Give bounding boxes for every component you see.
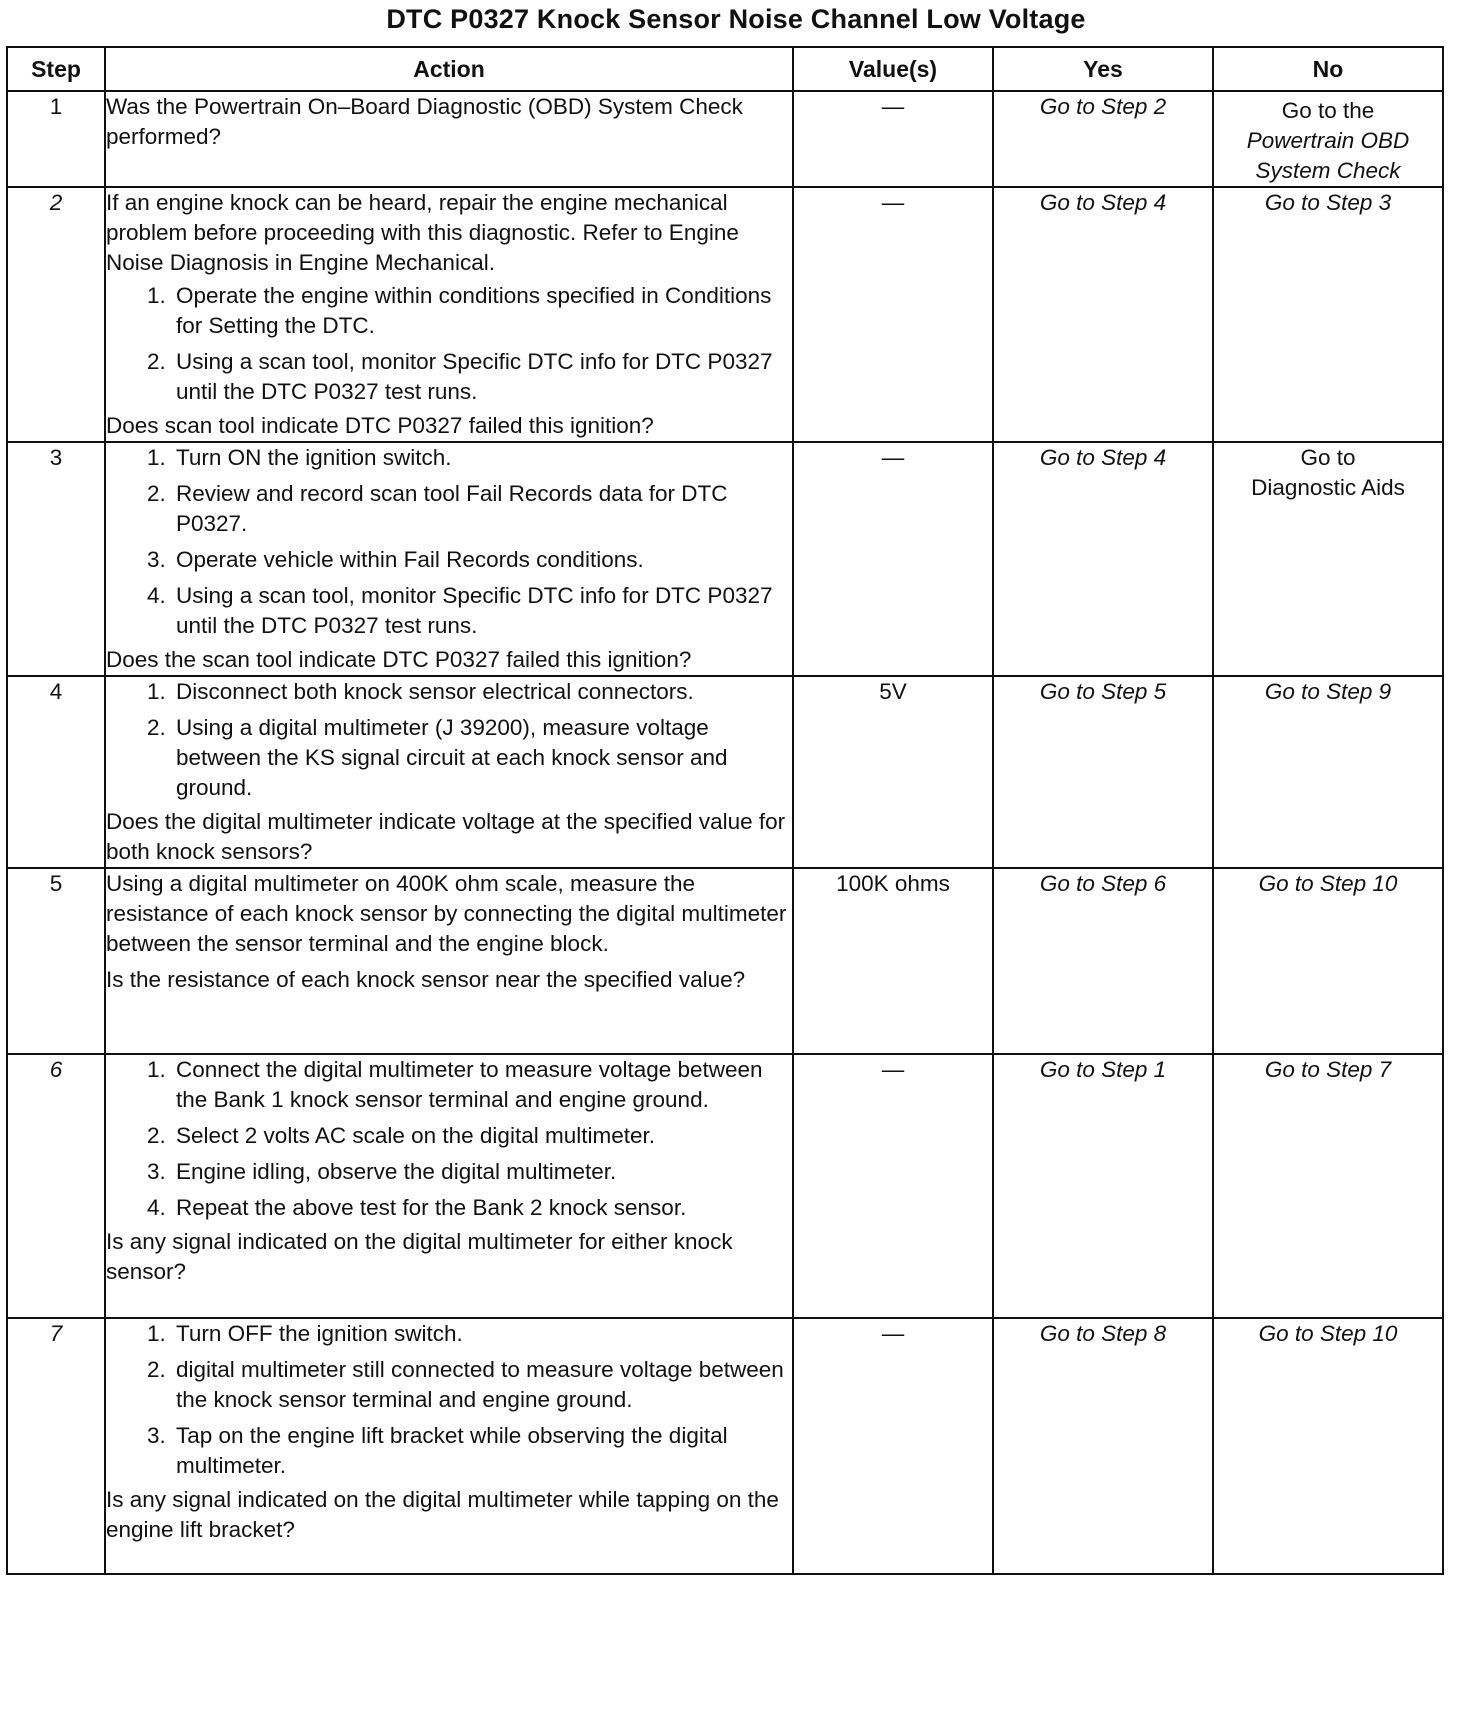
action-steps — [106, 281, 792, 407]
action-step: 2. digital multimeter still connected to measure voltage between the knock sensor terminal and engine ground. — [172, 1355, 792, 1415]
diagnostic-table — [6, 46, 1444, 1575]
header-row — [7, 47, 1443, 91]
action-cell — [105, 1318, 793, 1574]
action-step: 2. Using a digital multimeter (J 39200), measure voltage between the KS signal circuit at each knock sensor and ground. — [172, 713, 792, 803]
header-values: Value(s) — [793, 47, 993, 91]
step-number: 7 — [7, 1318, 105, 1574]
table-row — [7, 868, 1443, 1054]
action-step: 1. Connect the digital multimeter to measure voltage between the Bank 1 knock sensor terminal and engine ground. — [172, 1055, 792, 1115]
action-question: Is the resistance of each knock sensor near the specified value? — [106, 967, 746, 992]
no-cell: Go to Step 10 — [1213, 1318, 1443, 1574]
no-cell: Go to Step 9 — [1213, 676, 1443, 868]
value-cell: — — [793, 1318, 993, 1574]
no-line-1: Go to the — [1281, 98, 1375, 123]
action-intro: Using a digital multimeter on 400K ohm scale, measure the resistance of each knock sensor by connecting the digital multimeter between the sensor terminal and the engine block. — [106, 871, 787, 956]
action-step: 3. Tap on the engine lift bracket while observing the digital multimeter. — [172, 1421, 792, 1481]
action-question: Does the scan tool indicate DTC P0327 failed this ignition? — [106, 647, 692, 672]
table-row — [7, 1318, 1443, 1574]
yes-cell: Go to Step 8 — [993, 1318, 1213, 1574]
action-cell — [105, 91, 793, 187]
action-step: 2. Select 2 volts AC scale on the digital multimeter. — [172, 1121, 792, 1151]
action-step: 3. Operate vehicle within Fail Records conditions. — [172, 545, 792, 575]
table-row — [7, 91, 1443, 187]
step-number: 1 — [7, 91, 105, 187]
action-cell — [105, 1054, 793, 1318]
action-intro: Was the Powertrain On–Board Diagnostic (OBD) System Check performed? — [106, 94, 743, 149]
header-yes: Yes — [993, 47, 1213, 91]
no-line-2: Powertrain OBD System Check — [1246, 128, 1410, 183]
value-cell: — — [793, 1054, 993, 1318]
header-step: Step — [7, 47, 105, 91]
action-question: Is any signal indicated on the digital multimeter while tapping on the engine lift bracket? — [106, 1487, 779, 1542]
yes-cell: Go to Step 5 — [993, 676, 1213, 868]
table-row — [7, 442, 1443, 676]
value-cell: — — [793, 187, 993, 442]
action-cell — [105, 676, 793, 868]
action-question: Is any signal indicated on the digital multimeter for either knock sensor? — [106, 1229, 733, 1284]
no-cell: Go to Step 3 — [1213, 187, 1443, 442]
action-step: 4. Repeat the above test for the Bank 2 knock sensor. — [172, 1193, 792, 1223]
value-cell: 100K ohms — [793, 868, 993, 1054]
no-cell — [1213, 442, 1443, 676]
page-title: DTC P0327 Knock Sensor Noise Channel Low Voltage — [386, 4, 1086, 34]
header-no: No — [1213, 47, 1443, 91]
yes-cell: Go to Step 1 — [993, 1054, 1213, 1318]
step-number: 4 — [7, 676, 105, 868]
action-cell — [105, 442, 793, 676]
action-cell — [105, 868, 793, 1054]
yes-cell: Go to Step 6 — [993, 868, 1213, 1054]
action-step: 1. Turn ON the ignition switch. — [172, 443, 792, 473]
action-steps — [106, 1319, 792, 1481]
action-step: 3. Engine idling, observe the digital multimeter. — [172, 1157, 792, 1187]
action-step: 4. Using a scan tool, monitor Specific DTC info for DTC P0327 until the DTC P0327 test runs. — [172, 581, 792, 641]
action-steps — [106, 677, 792, 803]
action-question: Does scan tool indicate DTC P0327 failed this ignition? — [106, 413, 654, 438]
no-cell — [1213, 91, 1443, 187]
value-cell: — — [793, 91, 993, 187]
step-number: 3 — [7, 442, 105, 676]
table-row — [7, 1054, 1443, 1318]
action-step: 2. Using a scan tool, monitor Specific DTC info for DTC P0327 until the DTC P0327 test runs. — [172, 347, 792, 407]
action-step: 1. Disconnect both knock sensor electrical connectors. — [172, 677, 792, 707]
step-number: 5 — [7, 868, 105, 1054]
action-intro: If an engine knock can be heard, repair the engine mechanical problem before proceeding with this diagnostic. Refer to Engine Noise Diagnosis in Engine Mechanical. — [106, 190, 739, 275]
no-cell: Go to Step 10 — [1213, 868, 1443, 1054]
value-cell: 5V — [793, 676, 993, 868]
step-number: 6 — [7, 1054, 105, 1318]
yes-cell: Go to Step 4 — [993, 187, 1213, 442]
yes-cell: Go to Step 4 — [993, 442, 1213, 676]
header-action: Action — [105, 47, 793, 91]
yes-cell: Go to Step 2 — [993, 91, 1213, 187]
no-cell: Go to Step 7 — [1213, 1054, 1443, 1318]
action-step: 1. Turn OFF the ignition switch. — [172, 1319, 792, 1349]
action-steps — [106, 1055, 792, 1223]
value-cell: — — [793, 442, 993, 676]
table-row — [7, 187, 1443, 442]
no-line-2: Diagnostic Aids — [1251, 475, 1405, 500]
action-step: 1. Operate the engine within conditions specified in Conditions for Setting the DTC. — [172, 281, 792, 341]
action-question: Does the digital multimeter indicate voltage at the specified value for both knock sensors? — [106, 809, 786, 864]
action-cell — [105, 187, 793, 442]
step-number: 2 — [7, 187, 105, 442]
action-step: 2. Review and record scan tool Fail Records data for DTC P0327. — [172, 479, 792, 539]
action-steps — [106, 443, 792, 641]
no-line-1: Go to — [1300, 445, 1356, 470]
table-row — [7, 676, 1443, 868]
